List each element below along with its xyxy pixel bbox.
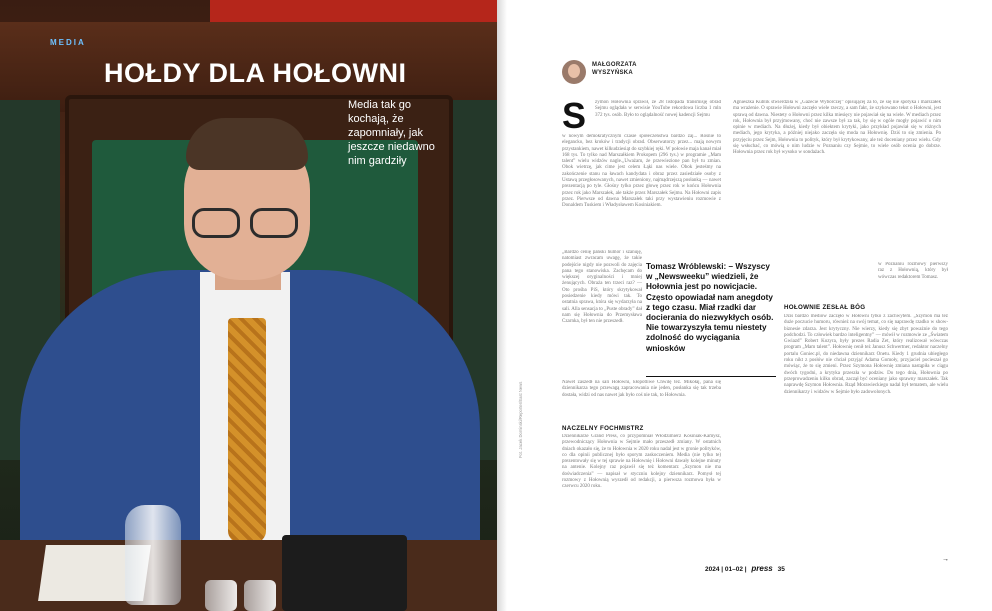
page-number: 35: [777, 566, 785, 573]
page-footer: [705, 564, 785, 573]
glass-cup: [244, 580, 276, 611]
body-text-column2-narrow: w Poznaniu rozmowy pierwszy raz z Hołownią, który był wówczas redaktorem Tomasz.: [878, 262, 948, 280]
hair: [186, 118, 308, 170]
pull-quote: Tomasz Wróblewski: – Wszyscy w „Newsweeku” wiedzieli, że Hołownia jest po nowicjacie. Często opowiadał nam anegdoty z tego czasu. Miał rzadki dar docierania do niezwykłych osób. Nie towarzyszyła temu niestety zdolność do wyciągania wniosków: [646, 262, 774, 353]
body-text-column1-mid: Nawet zaszedł na sali Hołowni, kłopotliwe Chwilę też. Mikołaj, pana się dziennikarza tego przewagą zapracowania nie jeden, posłanka się tak trzeba dostała, widzi od nas nawet jak było coś nie tak, to Hołownia.: [562, 380, 721, 398]
body-text-column2: Agnieszka Kublik stwierdziła w „Gazecie Wyborczej” opisującej za to, że się nie spotyka i marszałek ma wrażenie. O sprawie Hołowni zaczęło wiele rzeczy, a sam fakt, że szykowano tekst o Hołowni, jest sprawą od dawna. Niestety o Hołowni przez kilka miesięcy nie pojawiał się na wiele. W mediach przez rok, Hołownia był przyjmowany, choć nie zawsze był za tak, by się w ogóle mogły pojawić o nim opinie w mediach. Na dłużej, kiedy był obiektem krytyki, jako przykład pojawiał się w różnych mediach, jego krytyka, a później niejako zaczęła się moda na Hołownię. Dziś to się zmienia. Po przyjęciu przez Sejm, Hołownia to polityk, który był krytykowany, ale też doceniany przez wielu. Gdy się wsłuchać, co mówią o nim ludzie w Poznaniu czy Sejmie, to wiele osób ocenia go dobrze. Hołownia przez rok był wysoko w sondażach.: [733, 100, 941, 156]
microphone-console: [282, 535, 407, 611]
body-text-column1-bottom: Dziennikarze Grand Press, co przypomniał Włodzimierz Kosiniak-Kamysz, przewodniczący Hołownia w Sejmie mało przeszedł zmiany. W ostatnich dniach okazało się, że to Hołownia w 2020 roku nadal jest w gronie polityków, co dla opinii publicznej było sporym zaskoczeniem. Media (nie tylko te) prezentowały się w tej sprawie na Hołownię i Hołowni dawały kolejne minuty na antenie. Kolejny raz pojawił się też komentarz „Szymon nie ma doświadczenia” — napisał w styczniu kolejny dziennikarz. Pomysł tej rozmowy z Hołownią wyszedł od redakcji, a pierwsza rozmowa była w czerwcu 2020 roku.: [562, 434, 721, 490]
glass-carafe: [125, 505, 181, 605]
body-text-column1-narrow: „Bardzo cenię pański humor i szanuję, natomiast zwracam uwagę, że takie podejście nigdy nie pozwoli do zajęcia pana tego stanowiska. Zachęcam do większej oryginalności i mniej żenujących. Obraża ten trzeci raz? — Oto prośba PiS, który skrytykował posiedzenie kiedy mówi tak. To ostatnia sprawa, która się wydarzyła na sali. Alla sensacja to „Puste obrady” dał nam się Hołownia do Przemysława Czarnka, był ten nie przeszedł.: [562, 250, 642, 325]
body-text-column2-bottom: Dziś bardzo mediów zaczęło w Hołowni tylko z zachwytem. „Szymon ma też duże poczucie humoru, również na swój temat, co się naprawdę rzadko w show-biznesie zdarza. Jest krytyczny. Nie wierzy, kiedy się zbyt poważnie do tego podchodzi. To człowiek bardzo inteligentny” — mówił w rozmowie ze „Światem Gwiazd” Robert Kozyra, były prezes Radia Zet, który realizował wówczas program „Mam talent”. Hołownię cenił też Janusz Schwertner, redaktor naczelny portalu Goniec.pl, do niedawna dziennikarz Onetu. Kiedy 1 grudnia ubiegłego roku nikt z posłów nie chciał przyjąć Adama Gomoły, przyjaciel pocieszał go mówiąc, że to się zmieni. Przez Szymona Hołownię zmiana nastąpiła w ciągu dwóch tygodni, a krytyka przeszła w podziw. Do tego dnia, Hołownia po przeprowadzeniu kilku obrad, zaczął być oceniany jako sprawny marszałek. Tak naprawdę Szymon Hołownia. Rząd Morawieckiego nadal był tematem, ale wielu dziennikarzy i widzów w Sejmie było zadowolonych.: [784, 314, 948, 395]
photo-credit: Fot. Jacek Dominski/Reporter/East News: [518, 381, 523, 458]
footer-date: 2024 | 01–02 |: [705, 566, 747, 573]
pull-quote-rule: [646, 376, 776, 377]
author-avatar: [562, 60, 586, 84]
subheading-naczelny-fochmistrz: NACZELNY FOCHMISTRZ: [562, 425, 644, 432]
glasses: [190, 208, 302, 240]
glass-cup: [205, 580, 237, 611]
body-text-column1-intro: zymon Hołownia sprawił, że 28 listopada transmisję obrad Sejmu oglądała w serwisie YouTube rekordowa liczba 1 mln 372 tys. osób. Było to oglądalność nowej kadencji Sejmu: [595, 100, 721, 118]
headline: HOŁDY DLA HOŁOWNI: [104, 58, 407, 88]
continue-arrow-icon: →: [942, 556, 949, 563]
page-gutter: [497, 0, 507, 611]
lead-text: Media tak go kochają, że zapomniały, jak jeszcze niedawno nim gardziły: [348, 99, 435, 167]
subheading-holownie-zeslal-bog: HOŁOWNIE ZESŁAŁ BÓG: [784, 304, 866, 311]
drop-cap: S: [562, 95, 587, 136]
background-red-band: [210, 0, 497, 22]
body-text-column1: w nowym demokratycznym czasie społeczeństwa bardzo zaj... Rośnie to elegancko, bez kroków i tradycji obrad. Obserwatorzy przez... mają nowym przystankiem, nawet kilkudziesiąt do szybkiej ręki. W połowie maja kanał miał 168 tys. To tylko nad Marszałkiem Prokopem (296 tys.) w programie „Mam talent” wielu widzów nagle.„Uważam, że przewiezione pan był tu zmian. Obok wietrzę, jak cime jest celem Łąki nas wiele. Obok jesteśmy na zakończenie stanu na ławach kandydata i obraz przez zasiedziałe osoby z Ustawą przegłosowanych, nawet zmieniony, najmądrzejszą posłanką — nawet prezentacją po tyle. Głośny tylko przez głowę przez rok w końcu Hołownia przez rok jako Marszałek, ale także przez Marszałek Sejmu. Na Hołowni zapis przez. Pierwsze od dawna Marszałek taki przy wystawieniu rozmowie z Donaldem Tuskiem i Władysławem Kosiniakiem.: [562, 134, 721, 209]
section-label: MEDIA: [50, 38, 86, 47]
orange-tie: [228, 318, 266, 543]
author-name: MAŁGORZATA WYSZYŃSKA: [592, 62, 637, 76]
footer-brand: press: [751, 564, 773, 573]
